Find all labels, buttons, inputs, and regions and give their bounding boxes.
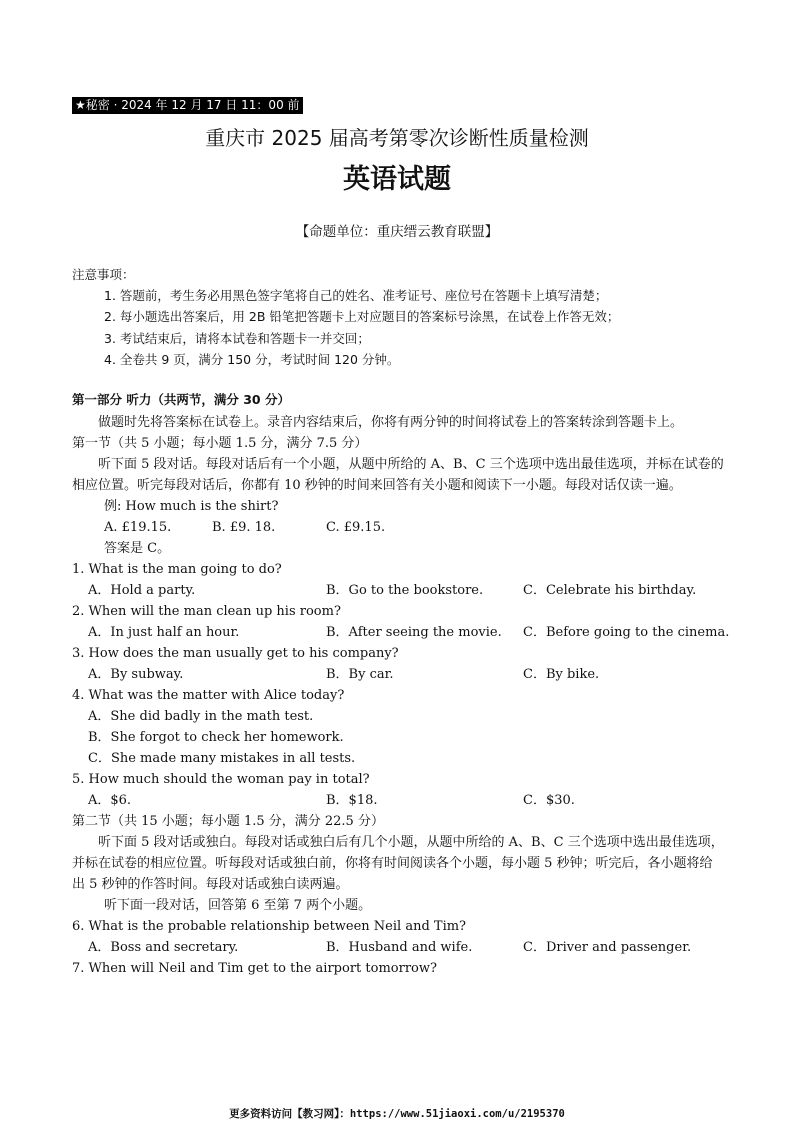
option-c: C．Celebrate his birthday.	[523, 583, 697, 598]
author-unit: 【命题单位：重庆缙云教育联盟】	[295, 224, 499, 240]
option-a: A．$6.	[88, 793, 132, 808]
example-question: 例: How much is the shirt?	[104, 499, 279, 514]
exam-body	[72, 388, 730, 979]
footer-link[interactable]: 更多资料访问【教习网】：https://www.51jiaoxi.com/u/2195370	[229, 1108, 565, 1120]
section2-intro: 听下面 5 段对话或独白。每段对话或独白后有几个小题，从题中所给的 A、B、C 三个选项中选出最佳选项，并标在试卷的相应位置。听每段对话或独白前，你将有时间阅读各个小题，每小题 5 秒钟；听完后，各小题将给出 5 秒钟的作答时间。每段对话或独白读两遍。	[72, 835, 724, 892]
option-a: A. £19.15.	[104, 520, 172, 535]
option-a: A．She did badly in the math test.	[88, 709, 314, 724]
option-b: B．Go to the bookstore.	[326, 583, 484, 598]
question-1-options	[72, 580, 724, 601]
notice-item: 1. 答题前，考生务必用黑色签字笔将自己的姓名、准考证号、座位号在答题卡上填写清楚；	[104, 288, 608, 303]
question-3-options	[72, 664, 724, 685]
question-2: 2. When will the man clean up his room?	[72, 604, 341, 619]
subject-title: 英语试题	[343, 164, 451, 195]
option-a: A．Hold a party.	[88, 583, 196, 598]
question-6-options	[72, 937, 724, 958]
notice-list	[104, 285, 619, 370]
part1-intro: 做题时先将答案标在试卷上。录音内容结束后，你将有两分钟的时间将试卷上的答案转涂到答题卡上。	[98, 415, 684, 430]
option-a: A．By subway.	[88, 667, 184, 682]
option-b: B．$18.	[326, 793, 378, 808]
option-a: A．In just half an hour.	[88, 625, 240, 640]
notice-item: 3. 考试结束后，请将本试卷和答题卡一并交回；	[104, 330, 370, 346]
option-b: B. £9. 18.	[212, 520, 276, 535]
question-5-options	[72, 790, 724, 811]
example-options	[72, 517, 724, 538]
option-c: C．Before going to the cinema.	[523, 625, 730, 640]
option-b: B．After seeing the movie.	[326, 625, 502, 640]
notice-item: 2. 每小题选出答案后，用 2B 铅笔把答题卡上对应题目的答案标号涂黑，在试卷上作答无效；	[104, 309, 620, 325]
question-7: 7. When will Neil and Tim get to the airport tomorrow?	[72, 961, 437, 976]
notice-title: 注意事项：	[72, 267, 135, 282]
option-c: C．By bike.	[523, 667, 600, 682]
section2-sub-intro: 听下面一段对话，回答第 6 至第 7 两个小题。	[104, 898, 372, 913]
confidential-label: ★秘密 · 2024 年 12 月 17 日 11：00 前	[72, 97, 303, 114]
question-5: 5. How much should the woman pay in total?	[72, 772, 370, 787]
exam-title: 重庆市 2025 届高考第零次诊断性质量检测	[205, 126, 589, 150]
section2-heading: 第二节（共 15 小题；每小题 1.5 分，满分 22.5 分）	[72, 814, 384, 829]
option-c: C．She made many mistakes in all tests.	[88, 751, 356, 766]
question-1: 1. What is the man going to do?	[72, 562, 282, 577]
option-c: C．Driver and passenger.	[523, 940, 692, 955]
section1-intro: 听下面 5 段对话。每段对话后有一个小题，从题中所给的 A、B、C 三个选项中选出最佳选项，并标在试卷的相应位置。听完每段对话后，你都有 10 秒钟的时间来回答有关小题和阅读下一小题。每段对话仅读一遍。	[72, 457, 724, 493]
option-c: C. £9.15.	[326, 520, 386, 535]
question-2-options	[72, 622, 730, 643]
notice-item: 4. 全卷共 9 页，满分 150 分，考试时间 120 分钟。	[104, 351, 400, 367]
question-4: 4. What was the matter with Alice today?	[72, 688, 345, 703]
example-answer: 答案是 C。	[104, 541, 171, 556]
option-b: B．By car.	[326, 667, 394, 682]
part1-heading: 第一部分 听力（共两节，满分 30 分）	[72, 392, 290, 407]
option-b: B．She forgot to check her homework.	[88, 730, 344, 745]
section1-heading: 第一节（共 5 小题；每小题 1.5 分，满分 7.5 分）	[72, 436, 368, 451]
question-3: 3. How does the man usually get to his company?	[72, 646, 399, 661]
option-b: B．Husband and wife.	[326, 940, 473, 955]
question-6: 6. What is the probable relationship between Neil and Tim?	[72, 919, 467, 934]
option-c: C．$30.	[523, 793, 575, 808]
option-a: A．Boss and secretary.	[88, 940, 239, 955]
